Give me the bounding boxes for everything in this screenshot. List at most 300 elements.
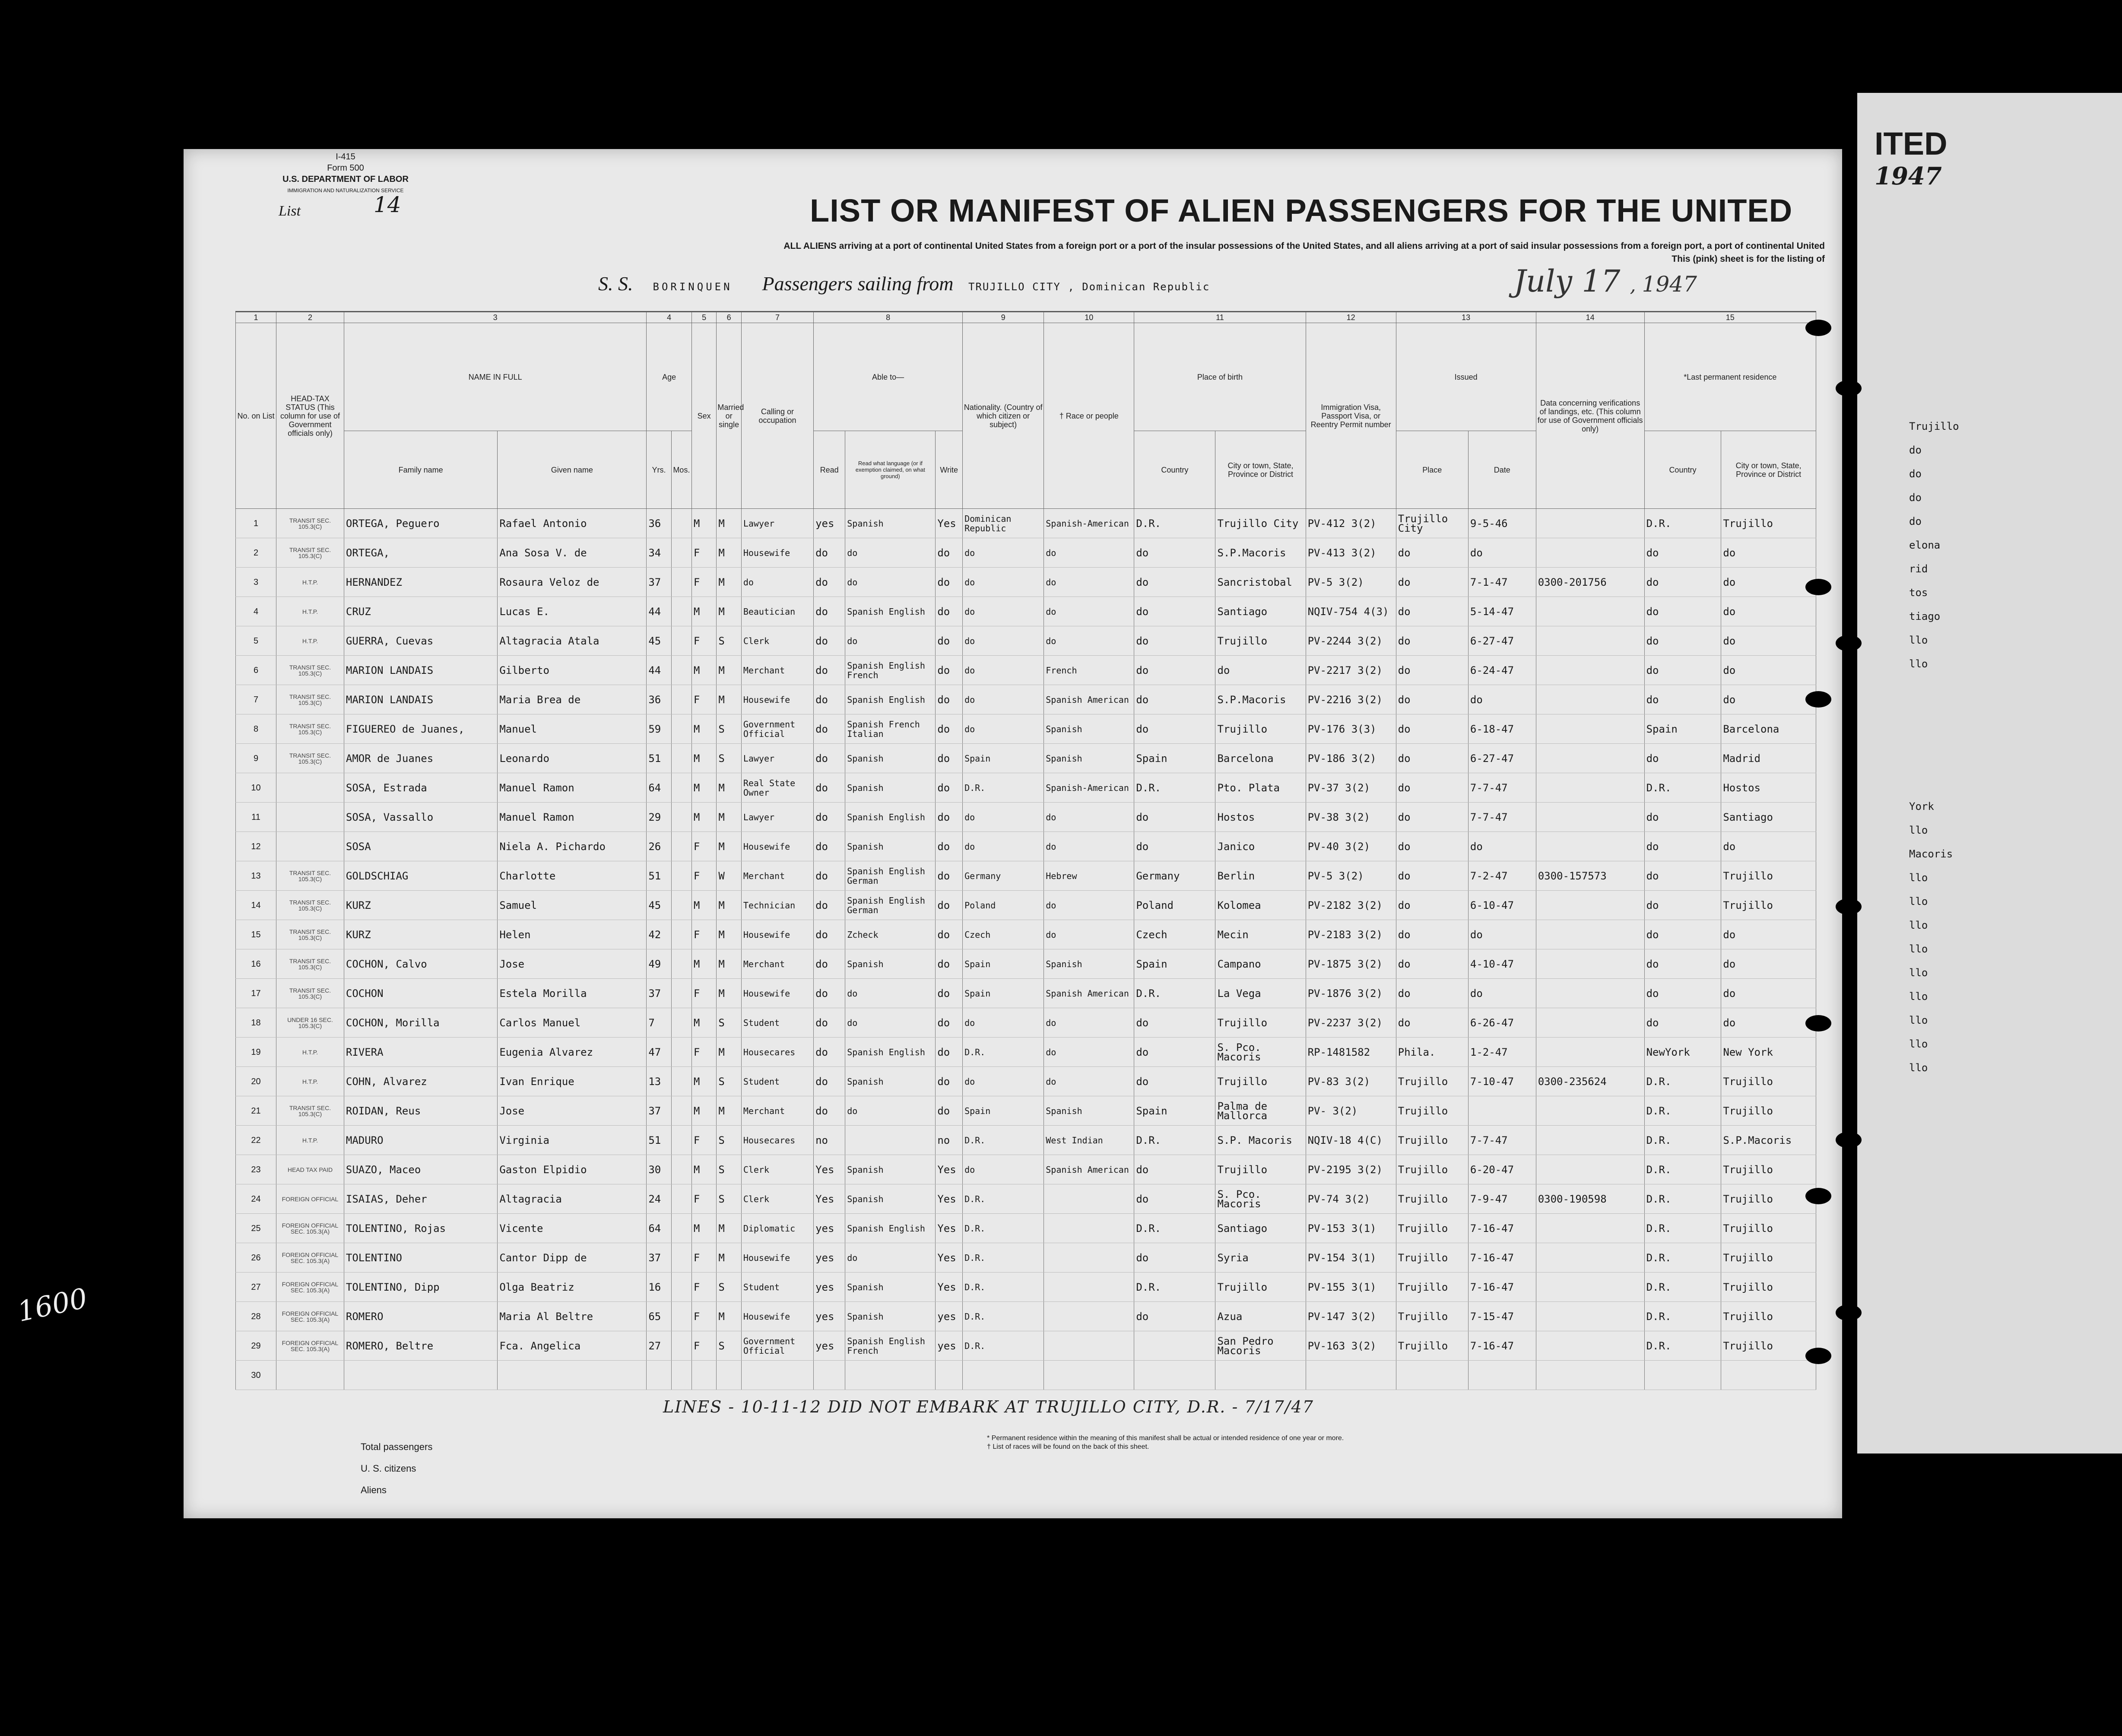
residence-city: do — [1721, 1008, 1816, 1038]
form-number: Form 500 — [327, 163, 364, 173]
issued-place: Trujillo — [1396, 1184, 1468, 1214]
table-row — [236, 891, 1816, 920]
line-number: 16 — [236, 949, 276, 979]
line-number: 23 — [236, 1155, 276, 1184]
issued-date: do — [1468, 832, 1536, 861]
can-read: do — [814, 1008, 845, 1038]
punch-hole — [1805, 1015, 1831, 1031]
issued-header: Issued — [1396, 323, 1536, 431]
visa-number: PV-5 3(2) — [1306, 861, 1396, 891]
sex: M — [691, 1096, 716, 1126]
marital-status: M — [717, 979, 741, 1008]
head-tax-status: H.T.P. — [276, 1038, 344, 1067]
occupation: Government Official — [741, 1331, 813, 1361]
adjacent-row: llo — [1909, 990, 1928, 1003]
head-tax-status: H.T.P. — [276, 1126, 344, 1155]
adjacent-row: llo — [1909, 943, 1928, 955]
visa-number: PV-83 3(2) — [1306, 1067, 1396, 1096]
list-label: List — [279, 203, 301, 219]
residence-country: Spain — [1644, 714, 1721, 744]
can-read: do — [814, 832, 845, 861]
age-months — [671, 1038, 691, 1067]
race: do — [1044, 803, 1134, 832]
age-years: 36 — [647, 509, 671, 538]
birth-country: do — [1134, 1155, 1215, 1184]
race: Spanish-American — [1044, 773, 1134, 803]
given-name: Manuel — [498, 714, 647, 744]
marital-status: W — [717, 861, 741, 891]
race: Spanish — [1044, 714, 1134, 744]
table-row — [236, 1067, 1816, 1096]
line-number: 19 — [236, 1038, 276, 1067]
verification — [1536, 509, 1644, 538]
birth-city: Trujillo — [1215, 1008, 1306, 1038]
race — [1044, 1214, 1134, 1243]
can-write — [936, 1361, 963, 1390]
form-header — [274, 151, 417, 196]
residence-city: Trujillo — [1721, 1273, 1816, 1302]
age-years: 51 — [647, 744, 671, 773]
yrs-header: Yrs. — [647, 431, 671, 509]
given-name: Samuel — [498, 891, 647, 920]
race: do — [1044, 1067, 1134, 1096]
read-language: Spanish — [845, 832, 936, 861]
family-name: KURZ — [344, 920, 497, 949]
marital-status — [717, 1361, 741, 1390]
line-number: 17 — [236, 979, 276, 1008]
read-language: do — [845, 1096, 936, 1126]
table-row — [236, 568, 1816, 597]
read-language: do — [845, 626, 936, 656]
birth-country: do — [1134, 1067, 1215, 1096]
residence-city: do — [1721, 979, 1816, 1008]
read-language: do — [845, 538, 936, 568]
sex: F — [691, 568, 716, 597]
can-read: yes — [814, 1214, 845, 1243]
given-name: Eugenia Alvarez — [498, 1038, 647, 1067]
table-row — [236, 832, 1816, 861]
issued-place: do — [1396, 685, 1468, 714]
age-months — [671, 949, 691, 979]
nationality: do — [963, 626, 1044, 656]
total-passengers-label: Total passengers — [361, 1441, 433, 1452]
birth-country: D.R. — [1134, 979, 1215, 1008]
line-number: 5 — [236, 626, 276, 656]
given-name: Vicente — [498, 1214, 647, 1243]
race: Spanish American — [1044, 1155, 1134, 1184]
nationality: D.R. — [963, 1214, 1044, 1243]
issued-date: 4-10-47 — [1468, 949, 1536, 979]
can-write: do — [936, 1038, 963, 1067]
given-name: Estela Morilla — [498, 979, 647, 1008]
can-write: do — [936, 744, 963, 773]
marital-status: M — [717, 803, 741, 832]
verification — [1536, 714, 1644, 744]
race — [1044, 1273, 1134, 1302]
birth-header: Place of birth — [1134, 323, 1306, 431]
sex: M — [691, 744, 716, 773]
occupation: Clerk — [741, 1155, 813, 1184]
punch-hole — [1805, 320, 1831, 336]
punch-hole — [1805, 1188, 1831, 1204]
birth-country: Spain — [1134, 949, 1215, 979]
adjacent-row: llo — [1909, 1038, 1928, 1050]
birth-country — [1134, 1331, 1215, 1361]
can-read: yes — [814, 1243, 845, 1273]
read-language: Spanish English — [845, 597, 936, 626]
residence-country: do — [1644, 920, 1721, 949]
line-number: 7 — [236, 685, 276, 714]
head-tax-status: FOREIGN OFFICIAL SEC. 105.3(A) — [276, 1331, 344, 1361]
list-number: 14 — [374, 192, 401, 217]
line-number: 18 — [236, 1008, 276, 1038]
marital-status: M — [717, 1243, 741, 1273]
residence-city: Trujillo — [1721, 891, 1816, 920]
head-tax-status — [276, 1361, 344, 1390]
residence-country: do — [1644, 803, 1721, 832]
marital-status: S — [717, 626, 741, 656]
birth-city: Santiago — [1215, 1214, 1306, 1243]
sex: F — [691, 538, 716, 568]
nationality: do — [963, 1155, 1044, 1184]
colnum: 12 — [1306, 312, 1396, 323]
birth-city: Trujillo City — [1215, 509, 1306, 538]
marital-status: M — [717, 568, 741, 597]
given-name: Virginia — [498, 1126, 647, 1155]
sex: F — [691, 626, 716, 656]
marital-status: M — [717, 1096, 741, 1126]
visa-number: PV-2237 3(2) — [1306, 1008, 1396, 1038]
line-number: 6 — [236, 656, 276, 685]
marital-status: S — [717, 714, 741, 744]
age-years: 30 — [647, 1155, 671, 1184]
residence-country: D.R. — [1644, 1155, 1721, 1184]
can-read: yes — [814, 1302, 845, 1331]
verification — [1536, 1243, 1644, 1273]
birth-country: do — [1134, 1008, 1215, 1038]
punch-hole — [1836, 1304, 1862, 1321]
can-write: Yes — [936, 1214, 963, 1243]
birth-city: do — [1215, 656, 1306, 685]
marital-status: M — [717, 891, 741, 920]
adjacent-row — [1909, 747, 1959, 771]
issued-place: do — [1396, 891, 1468, 920]
colnum: 7 — [741, 312, 813, 323]
issued-date: 7-15-47 — [1468, 1302, 1536, 1331]
occupation: Real State Owner — [741, 773, 813, 803]
given-name: Cantor Dipp de — [498, 1243, 647, 1273]
table-row — [236, 626, 1816, 656]
adjacent-row: llo — [1909, 1062, 1928, 1074]
birth-city: Trujillo — [1215, 626, 1306, 656]
visa-number: PV-2216 3(2) — [1306, 685, 1396, 714]
given-name: Jose — [498, 949, 647, 979]
occupation: Housewife — [741, 1302, 813, 1331]
given-name: Rosaura Veloz de — [498, 568, 647, 597]
birth-country: D.R. — [1134, 1126, 1215, 1155]
race: do — [1044, 891, 1134, 920]
birth-city: La Vega — [1215, 979, 1306, 1008]
issued-date: do — [1468, 920, 1536, 949]
adjacent-row: do — [1909, 492, 1922, 504]
head-tax-status — [276, 832, 344, 861]
residence-country: D.R. — [1644, 1302, 1721, 1331]
age-years: 16 — [647, 1273, 671, 1302]
can-write: do — [936, 597, 963, 626]
visa-number: PV-74 3(2) — [1306, 1184, 1396, 1214]
issued-date: 7-7-47 — [1468, 803, 1536, 832]
occupation: Housewife — [741, 979, 813, 1008]
birth-country: do — [1134, 538, 1215, 568]
sex: M — [691, 509, 716, 538]
read-language: Zcheck — [845, 920, 936, 949]
can-read: do — [814, 568, 845, 597]
residence-city: Trujillo — [1721, 1302, 1816, 1331]
birth-country: do — [1134, 1243, 1215, 1273]
table-row — [236, 1361, 1816, 1390]
head-tax-status: FOREIGN OFFICIAL SEC. 105.3(A) — [276, 1302, 344, 1331]
residence-city: do — [1721, 597, 1816, 626]
issued-place-header: Place — [1396, 431, 1468, 509]
residence-city: S.P.Macoris — [1721, 1126, 1816, 1155]
residence-country: D.R. — [1644, 1214, 1721, 1243]
read-language: Spanish — [845, 1184, 936, 1214]
age-years: 37 — [647, 568, 671, 597]
read-header: Read — [814, 431, 845, 509]
footnotes — [987, 1434, 1344, 1451]
marital-status: M — [717, 920, 741, 949]
head-tax-status — [276, 803, 344, 832]
family-name: COCHON — [344, 979, 497, 1008]
can-write: do — [936, 685, 963, 714]
race: Hebrew — [1044, 861, 1134, 891]
can-write: Yes — [936, 1155, 963, 1184]
table-row — [236, 1008, 1816, 1038]
age-months — [671, 1361, 691, 1390]
sex: F — [691, 1273, 716, 1302]
age-months — [671, 1214, 691, 1243]
age-months — [671, 1067, 691, 1096]
residence-country-header: Country — [1644, 431, 1721, 509]
no-on-list-header: No. on List — [236, 323, 276, 509]
visa-number: PV-176 3(3) — [1306, 714, 1396, 744]
read-language: Spanish — [845, 1155, 936, 1184]
visa-number: PV-2217 3(2) — [1306, 656, 1396, 685]
birth-country: do — [1134, 568, 1215, 597]
line-number: 3 — [236, 568, 276, 597]
punch-hole — [1836, 1132, 1862, 1148]
residence-city: Barcelona — [1721, 714, 1816, 744]
read-language: Spanish — [845, 1273, 936, 1302]
calling-header: Calling or occupation — [741, 323, 813, 509]
family-name: ROMERO — [344, 1302, 497, 1331]
family-name: MARION LANDAIS — [344, 656, 497, 685]
visa-number: NQIV-18 4(C) — [1306, 1126, 1396, 1155]
line-number: 1 — [236, 509, 276, 538]
issued-date: 6-27-47 — [1468, 626, 1536, 656]
occupation: Housewife — [741, 832, 813, 861]
age-months — [671, 1126, 691, 1155]
issued-place: Trujillo — [1396, 1214, 1468, 1243]
residence-city: Trujillo — [1721, 1243, 1816, 1273]
family-name: HERNANDEZ — [344, 568, 497, 597]
nationality — [963, 1361, 1044, 1390]
name-header: NAME IN FULL — [344, 323, 646, 431]
can-read: do — [814, 803, 845, 832]
read-language: Spanish — [845, 773, 936, 803]
table-row — [236, 1096, 1816, 1126]
nationality: Spain — [963, 979, 1044, 1008]
birth-city: Trujillo — [1215, 1273, 1306, 1302]
age-years: 51 — [647, 1126, 671, 1155]
verification — [1536, 891, 1644, 920]
issued-date: do — [1468, 685, 1536, 714]
race-header: † Race or people — [1044, 323, 1134, 509]
can-read: do — [814, 773, 845, 803]
sex: F — [691, 861, 716, 891]
can-write: do — [936, 1096, 963, 1126]
can-write: do — [936, 1067, 963, 1096]
birth-country: Czech — [1134, 920, 1215, 949]
residence-city: do — [1721, 920, 1816, 949]
adjacent-rows — [1909, 415, 1959, 1080]
read-language — [845, 1361, 936, 1390]
table-row — [236, 1184, 1816, 1214]
age-years: 44 — [647, 656, 671, 685]
adjacent-row — [1909, 724, 1959, 747]
issued-date: 7-16-47 — [1468, 1214, 1536, 1243]
can-read: yes — [814, 509, 845, 538]
issued-date: do — [1468, 538, 1536, 568]
adjacent-row: llo — [1909, 919, 1928, 931]
visa-number: PV-40 3(2) — [1306, 832, 1396, 861]
line-number: 13 — [236, 861, 276, 891]
visa-number: PV-153 3(1) — [1306, 1214, 1396, 1243]
issued-place: do — [1396, 979, 1468, 1008]
sex: F — [691, 1243, 716, 1273]
residence-city: Santiago — [1721, 803, 1816, 832]
head-tax-status: FOREIGN OFFICIAL — [276, 1184, 344, 1214]
birth-city: Barcelona — [1215, 744, 1306, 773]
sex: M — [691, 1214, 716, 1243]
visa-number: PV-38 3(2) — [1306, 803, 1396, 832]
can-read: do — [814, 626, 845, 656]
colnum: 13 — [1396, 312, 1536, 323]
given-name: Rafael Antonio — [498, 509, 647, 538]
family-name: KURZ — [344, 891, 497, 920]
table-row — [236, 1273, 1816, 1302]
age-years: 29 — [647, 803, 671, 832]
adjacent-sheet — [1857, 93, 2122, 1454]
birth-country: do — [1134, 656, 1215, 685]
table-row — [236, 803, 1816, 832]
footnote-races: † List of races will be found on the back of this sheet. — [987, 1443, 1149, 1450]
read-language: do — [845, 1243, 936, 1273]
age-years: 59 — [647, 714, 671, 744]
read-language: do — [845, 979, 936, 1008]
residence-city: do — [1721, 538, 1816, 568]
nationality: do — [963, 685, 1044, 714]
table-row — [236, 1243, 1816, 1273]
can-write: do — [936, 1008, 963, 1038]
race: Spanish — [1044, 949, 1134, 979]
issued-place: do — [1396, 626, 1468, 656]
nationality: do — [963, 1067, 1044, 1096]
given-name: Gaston Elpidio — [498, 1155, 647, 1184]
sex: F — [691, 685, 716, 714]
issued-date — [1468, 1096, 1536, 1126]
visa-number: PV-186 3(2) — [1306, 744, 1396, 773]
occupation: Lawyer — [741, 509, 813, 538]
occupation: Lawyer — [741, 744, 813, 773]
nationality: D.R. — [963, 1331, 1044, 1361]
sex: M — [691, 949, 716, 979]
occupation: Student — [741, 1273, 813, 1302]
nationality: do — [963, 568, 1044, 597]
issued-date: 6-10-47 — [1468, 891, 1536, 920]
visa-number: PV-2183 3(2) — [1306, 920, 1396, 949]
given-name: Altagracia Atala — [498, 626, 647, 656]
marital-status: S — [717, 1008, 741, 1038]
passenger-rows — [236, 509, 1816, 1390]
line-number: 20 — [236, 1067, 276, 1096]
nationality: D.R. — [963, 1184, 1044, 1214]
birth-city: Santiago — [1215, 597, 1306, 626]
table-row — [236, 744, 1816, 773]
occupation: Clerk — [741, 1184, 813, 1214]
age-months — [671, 1302, 691, 1331]
issued-date: 7-2-47 — [1468, 861, 1536, 891]
age-years: 65 — [647, 1302, 671, 1331]
colnum: 11 — [1134, 312, 1306, 323]
nationality: D.R. — [963, 1302, 1044, 1331]
residence-country: do — [1644, 1008, 1721, 1038]
visa-number: PV-1875 3(2) — [1306, 949, 1396, 979]
read-language: Spanish English French — [845, 656, 936, 685]
age-years: 42 — [647, 920, 671, 949]
line-number: 22 — [236, 1126, 276, 1155]
family-name: AMOR de Juanes — [344, 744, 497, 773]
line-number: 27 — [236, 1273, 276, 1302]
race: do — [1044, 538, 1134, 568]
issued-place: Trujillo — [1396, 1243, 1468, 1273]
issued-date-header: Date — [1468, 431, 1536, 509]
residence-country: NewYork — [1644, 1038, 1721, 1067]
family-name: COHN, Alvarez — [344, 1067, 497, 1096]
adjacent-row: llo — [1909, 634, 1928, 646]
read-language — [845, 1126, 936, 1155]
page-title: LIST OR MANIFEST OF ALIEN PASSENGERS FOR THE UNITED — [810, 193, 1793, 229]
race: do — [1044, 626, 1134, 656]
colnum: 1 — [236, 312, 276, 323]
head-tax-status: TRANSIT SEC. 105.3(C) — [276, 861, 344, 891]
issued-place: do — [1396, 656, 1468, 685]
table-row — [236, 538, 1816, 568]
residence-country: do — [1644, 891, 1721, 920]
age-years: 44 — [647, 597, 671, 626]
residence-city: Trujillo — [1721, 509, 1816, 538]
family-name — [344, 1361, 497, 1390]
birth-city: Pto. Plata — [1215, 773, 1306, 803]
given-name: Maria Brea de — [498, 685, 647, 714]
birth-city: Trujillo — [1215, 714, 1306, 744]
verification — [1536, 1038, 1644, 1067]
table-row — [236, 1214, 1816, 1243]
can-write: Yes — [936, 509, 963, 538]
birth-city: Campano — [1215, 949, 1306, 979]
family-name: FIGUEREO de Juanes, — [344, 714, 497, 744]
age-months — [671, 509, 691, 538]
